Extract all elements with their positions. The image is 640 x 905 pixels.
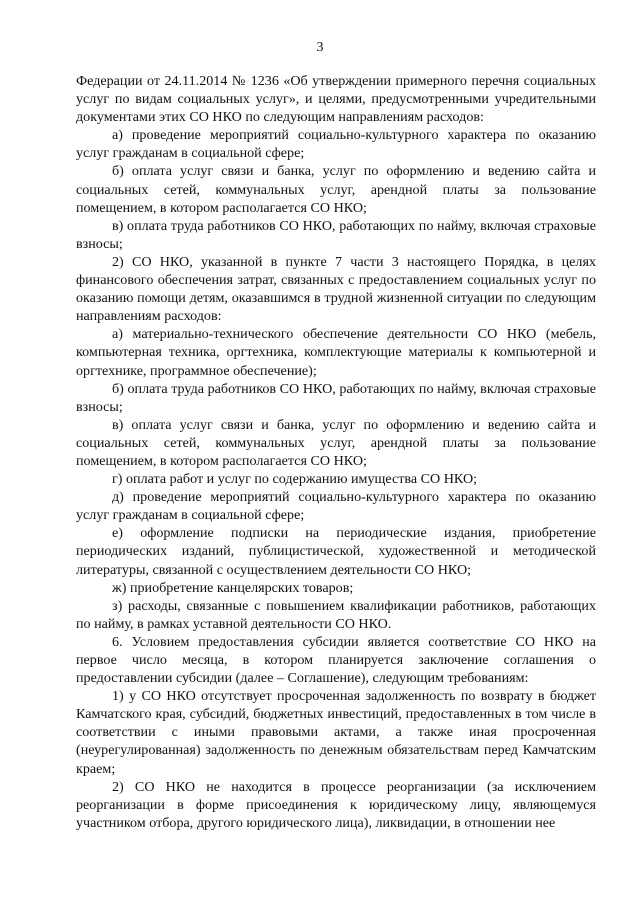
paragraph-item-b: б) оплата труда работников СО НКО, работающих по найму, включая страховые взносы; — [76, 380, 596, 415]
paragraph-requirement-1: 1) у СО НКО отсутствует просроченная задолженность по возврату в бюджет Камчатского края, субсидий, бюджетных инвестиций, предоставленных в том числе в соответствии с иными правовыми актами, а также иная просроченная (неурегулированная) задолженность по денежным обязательствам перед Камчатским краем; — [76, 688, 596, 777]
paragraph-continuation: Федерации от 24.11.2014 № 1236 «Об утверждении примерного перечня социальных услуг по видам социальных услуг», и целями, предусмотренными учредительными документами этих СО НКО по следующим направлениям расходов: — [76, 73, 596, 126]
paragraph-item-v: в) оплата услуг связи и банка, услуг по оформлению и ведению сайта и социальных сетей, коммунальных услуг, арендной платы за пользование помещением, в котором располагается СО НКО; — [76, 416, 596, 469]
paragraph-item-b: б) оплата услуг связи и банка, услуг по оформлению и ведению сайта и социальных сетей, коммунальных услуг, арендной платы за пользование помещением, в котором располагается СО НКО; — [76, 163, 596, 216]
paragraph-requirement-2: 2) СО НКО не находится в процессе реорганизации (за исключением реорганизации в форме присоединения к юридическому лицу, являющемуся участником отбора, другого юридического лица), ликвидации, в отношении нее — [76, 778, 596, 831]
paragraph-item-e: е) оформление подписки на периодические издания, приобретение периодических изданий, публицистической, художественной и методической литературы, связанной с осуществлением деятельности СО НКО; — [76, 525, 596, 578]
paragraph-item-a: а) проведение мероприятий социально-культурного характера по оказанию услуг гражданам в социальной сфере; — [76, 127, 596, 162]
paragraph-item-g: г) оплата работ и услуг по содержанию имущества СО НКО; — [112, 471, 478, 488]
paragraph-point-2: 2) СО НКО, указанной в пункте 7 части 3 настоящего Порядка, в целях финансового обеспечения затрат, связанных с предоставлением социальных услуг по оказанию помощи детям, оказавшимся в трудной жизненной ситуации по следующим направлениям расходов: — [76, 253, 596, 325]
paragraph-item-a: а) материально-технического обеспечение деятельности СО НКО (мебель, компьютерная техника, оргтехника, комплектующие материалы к компьютерной и оргтехнике, программное обеспечение); — [76, 326, 596, 379]
paragraph-item-d: д) проведение мероприятий социально-культурного характера по оказанию услуг гражданам в социальной сфере; — [76, 489, 596, 524]
paragraph-item-zh: ж) приобретение канцелярских товаров; — [112, 579, 354, 596]
paragraph-item-v: в) оплата труда работников СО НКО, работающих по найму, включая страховые взносы; — [76, 217, 596, 252]
document-body — [76, 72, 596, 832]
paragraph-item-z: з) расходы, связанные с повышением квалификации работников, работающих по найму, в рамках уставной деятельности СО НКО. — [76, 597, 596, 632]
page-number: 3 — [316, 40, 324, 55]
paragraph-section-6: 6. Условием предоставления субсидии является соответствие СО НКО на первое число месяца, в котором планируется заключение соглашения о предоставлении субсидии (далее – Соглашение), следующим требованиям: — [76, 633, 596, 687]
